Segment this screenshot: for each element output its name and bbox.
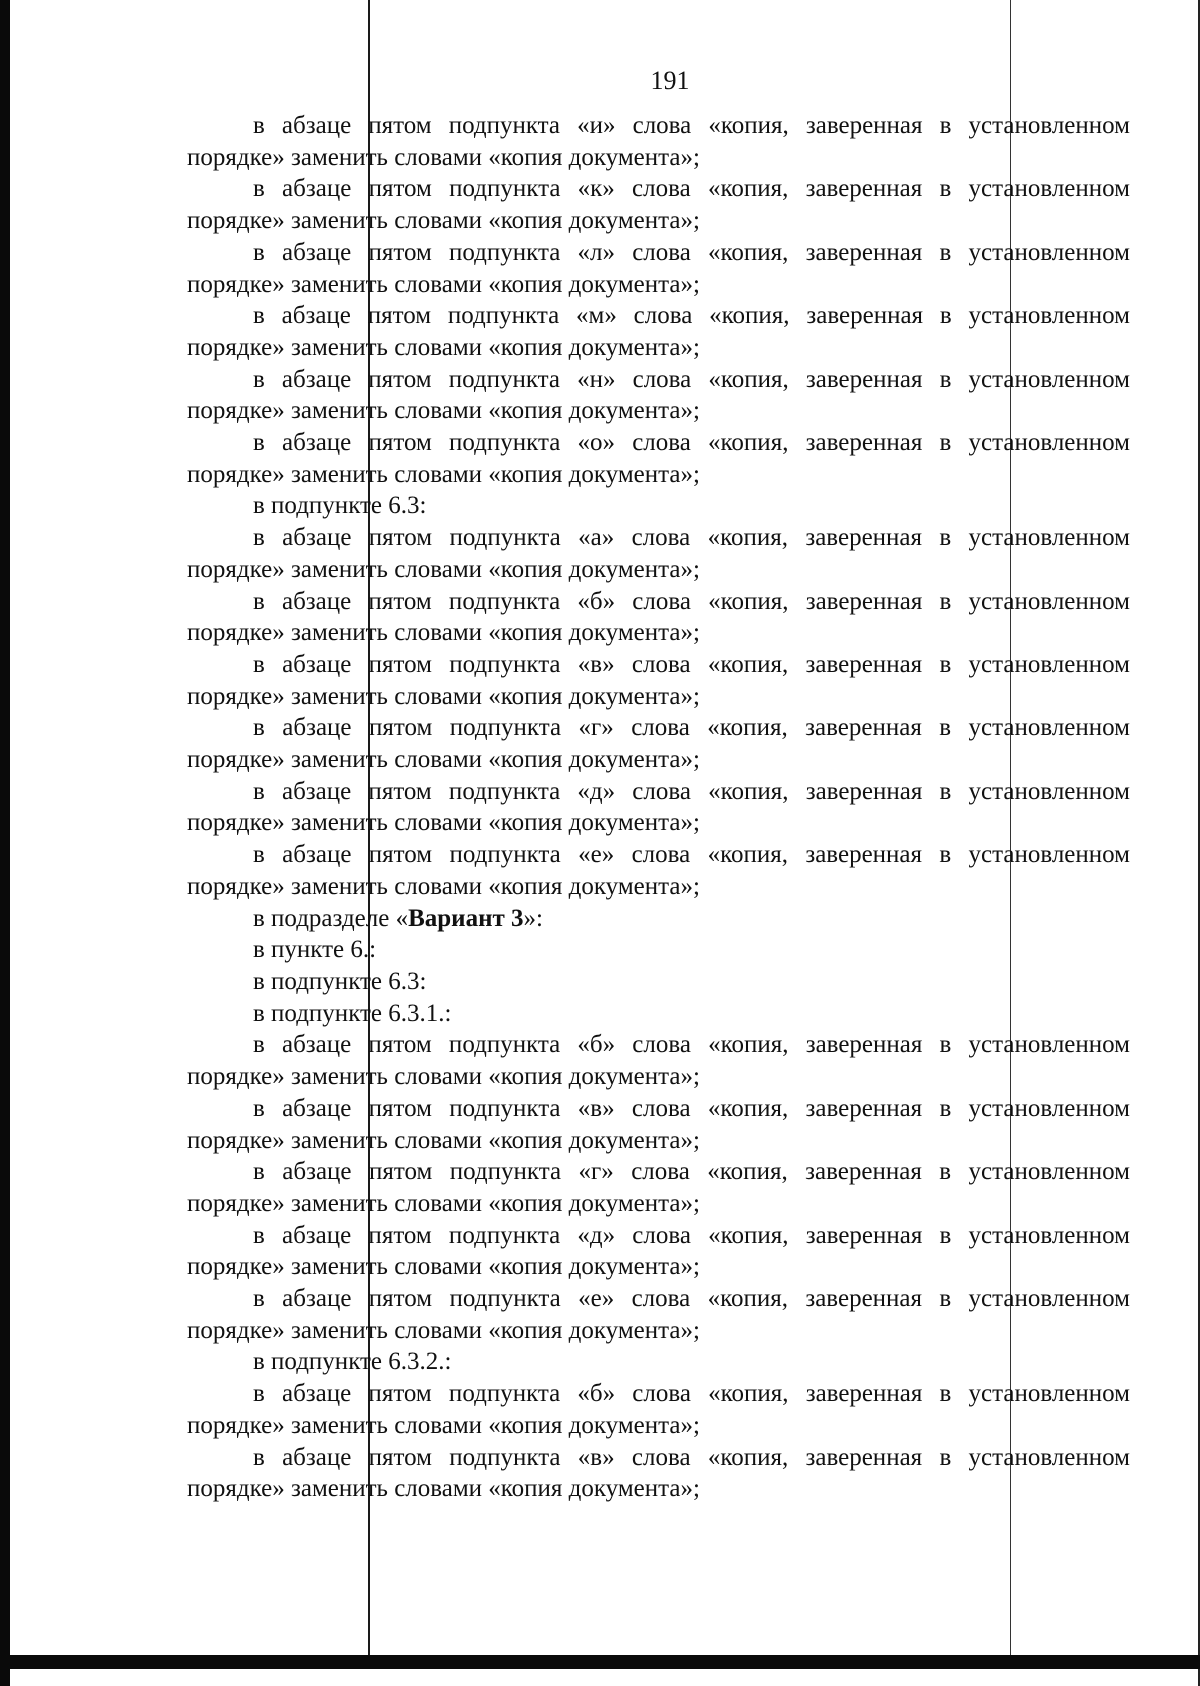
paragraph: в абзаце пятом подпункта «л» слова «копия, заверенная в установленном порядке» заменить словами «копия документа»; xyxy=(187,238,1130,298)
point-heading: в пункте 6.: xyxy=(253,936,377,964)
paragraph: в абзаце пятом подпункта «д» слова «копия, заверенная в установленном порядке» заменить словами «копия документа»; xyxy=(187,777,1130,837)
subsection-heading xyxy=(187,903,1130,935)
paragraph: в абзаце пятом подпункта «г» слова «копия, заверенная в установленном порядке» заменить словами «копия документа»; xyxy=(187,714,1130,774)
subpoint-heading: в подпункте 6.3: xyxy=(253,492,427,520)
subpoint-heading: в подпункте 6.3.2.: xyxy=(253,1348,452,1376)
paragraph: в абзаце пятом подпункта «в» слова «копия, заверенная в установленном порядке» заменить словами «копия документа»; xyxy=(187,1443,1130,1503)
paragraph: в абзаце пятом подпункта «и» слова «копия, заверенная в установленном порядке» заменить словами «копия документа»; xyxy=(187,112,1130,171)
paragraph: в абзаце пятом подпункта «м» слова «копия, заверенная в установленном порядке» заменить словами «копия документа»; xyxy=(187,302,1130,361)
paragraph: в абзаце пятом подпункта «б» слова «копия, заверенная в установленном порядке» заменить словами «копия документа»; xyxy=(187,587,1130,647)
paragraph: в абзаце пятом подпункта «а» слова «копия, заверенная в установленном порядке» заменить словами «копия документа»; xyxy=(187,524,1130,583)
subsection-suffix: »: xyxy=(523,904,543,932)
paragraph: в абзаце пятом подпункта «в» слова «копия, заверенная в установленном порядке» заменить словами «копия документа»; xyxy=(187,1094,1130,1154)
page-number: 191 xyxy=(650,66,690,95)
paragraph: в абзаце пятом подпункта «б» слова «копия, заверенная в установленном порядке» заменить словами «копия документа»; xyxy=(187,1380,1130,1439)
paragraph: в абзаце пятом подпункта «н» слова «копия, заверенная в установленном порядке» заменить словами «копия документа»; xyxy=(187,365,1130,425)
paragraph: в абзаце пятом подпункта «в» слова «копия, заверенная в установленном порядке» заменить словами «копия документа»; xyxy=(187,650,1130,710)
paragraph: в абзаце пятом подпункта «б» слова «копия, заверенная в установленном порядке» заменить словами «копия документа»; xyxy=(187,1031,1130,1091)
document-body xyxy=(187,110,1130,1505)
paragraph: в абзаце пятом подпункта «г» слова «копия, заверенная в установленном порядке» заменить словами «копия документа»; xyxy=(187,1158,1130,1217)
subsection-prefix: в подразделе « xyxy=(253,904,409,932)
paragraph: в абзаце пятом подпункта «е» слова «копия, заверенная в установленном порядке» заменить словами «копия документа»; xyxy=(187,1285,1130,1344)
paragraph: в абзаце пятом подпункта «е» слова «копия, заверенная в установленном порядке» заменить словами «копия документа»; xyxy=(187,841,1130,900)
subpoint-heading: в подпункте 6.3.1.: xyxy=(253,999,452,1027)
scan-bottom-edge xyxy=(0,1655,1200,1669)
paragraph: в абзаце пятом подпункта «к» слова «копия, заверенная в установленном порядке» заменить словами «копия документа»; xyxy=(187,175,1130,235)
paragraph: в абзаце пятом подпункта «д» слова «копия, заверенная в установленном порядке» заменить словами «копия документа»; xyxy=(187,1221,1130,1281)
scan-left-edge xyxy=(0,0,10,1686)
subsection-title: Вариант 3 xyxy=(408,904,524,932)
subpoint-heading: в подпункте 6.3: xyxy=(253,967,427,995)
paragraph: в абзаце пятом подпункта «о» слова «копия, заверенная в установленном порядке» заменить словами «копия документа»; xyxy=(187,429,1130,488)
